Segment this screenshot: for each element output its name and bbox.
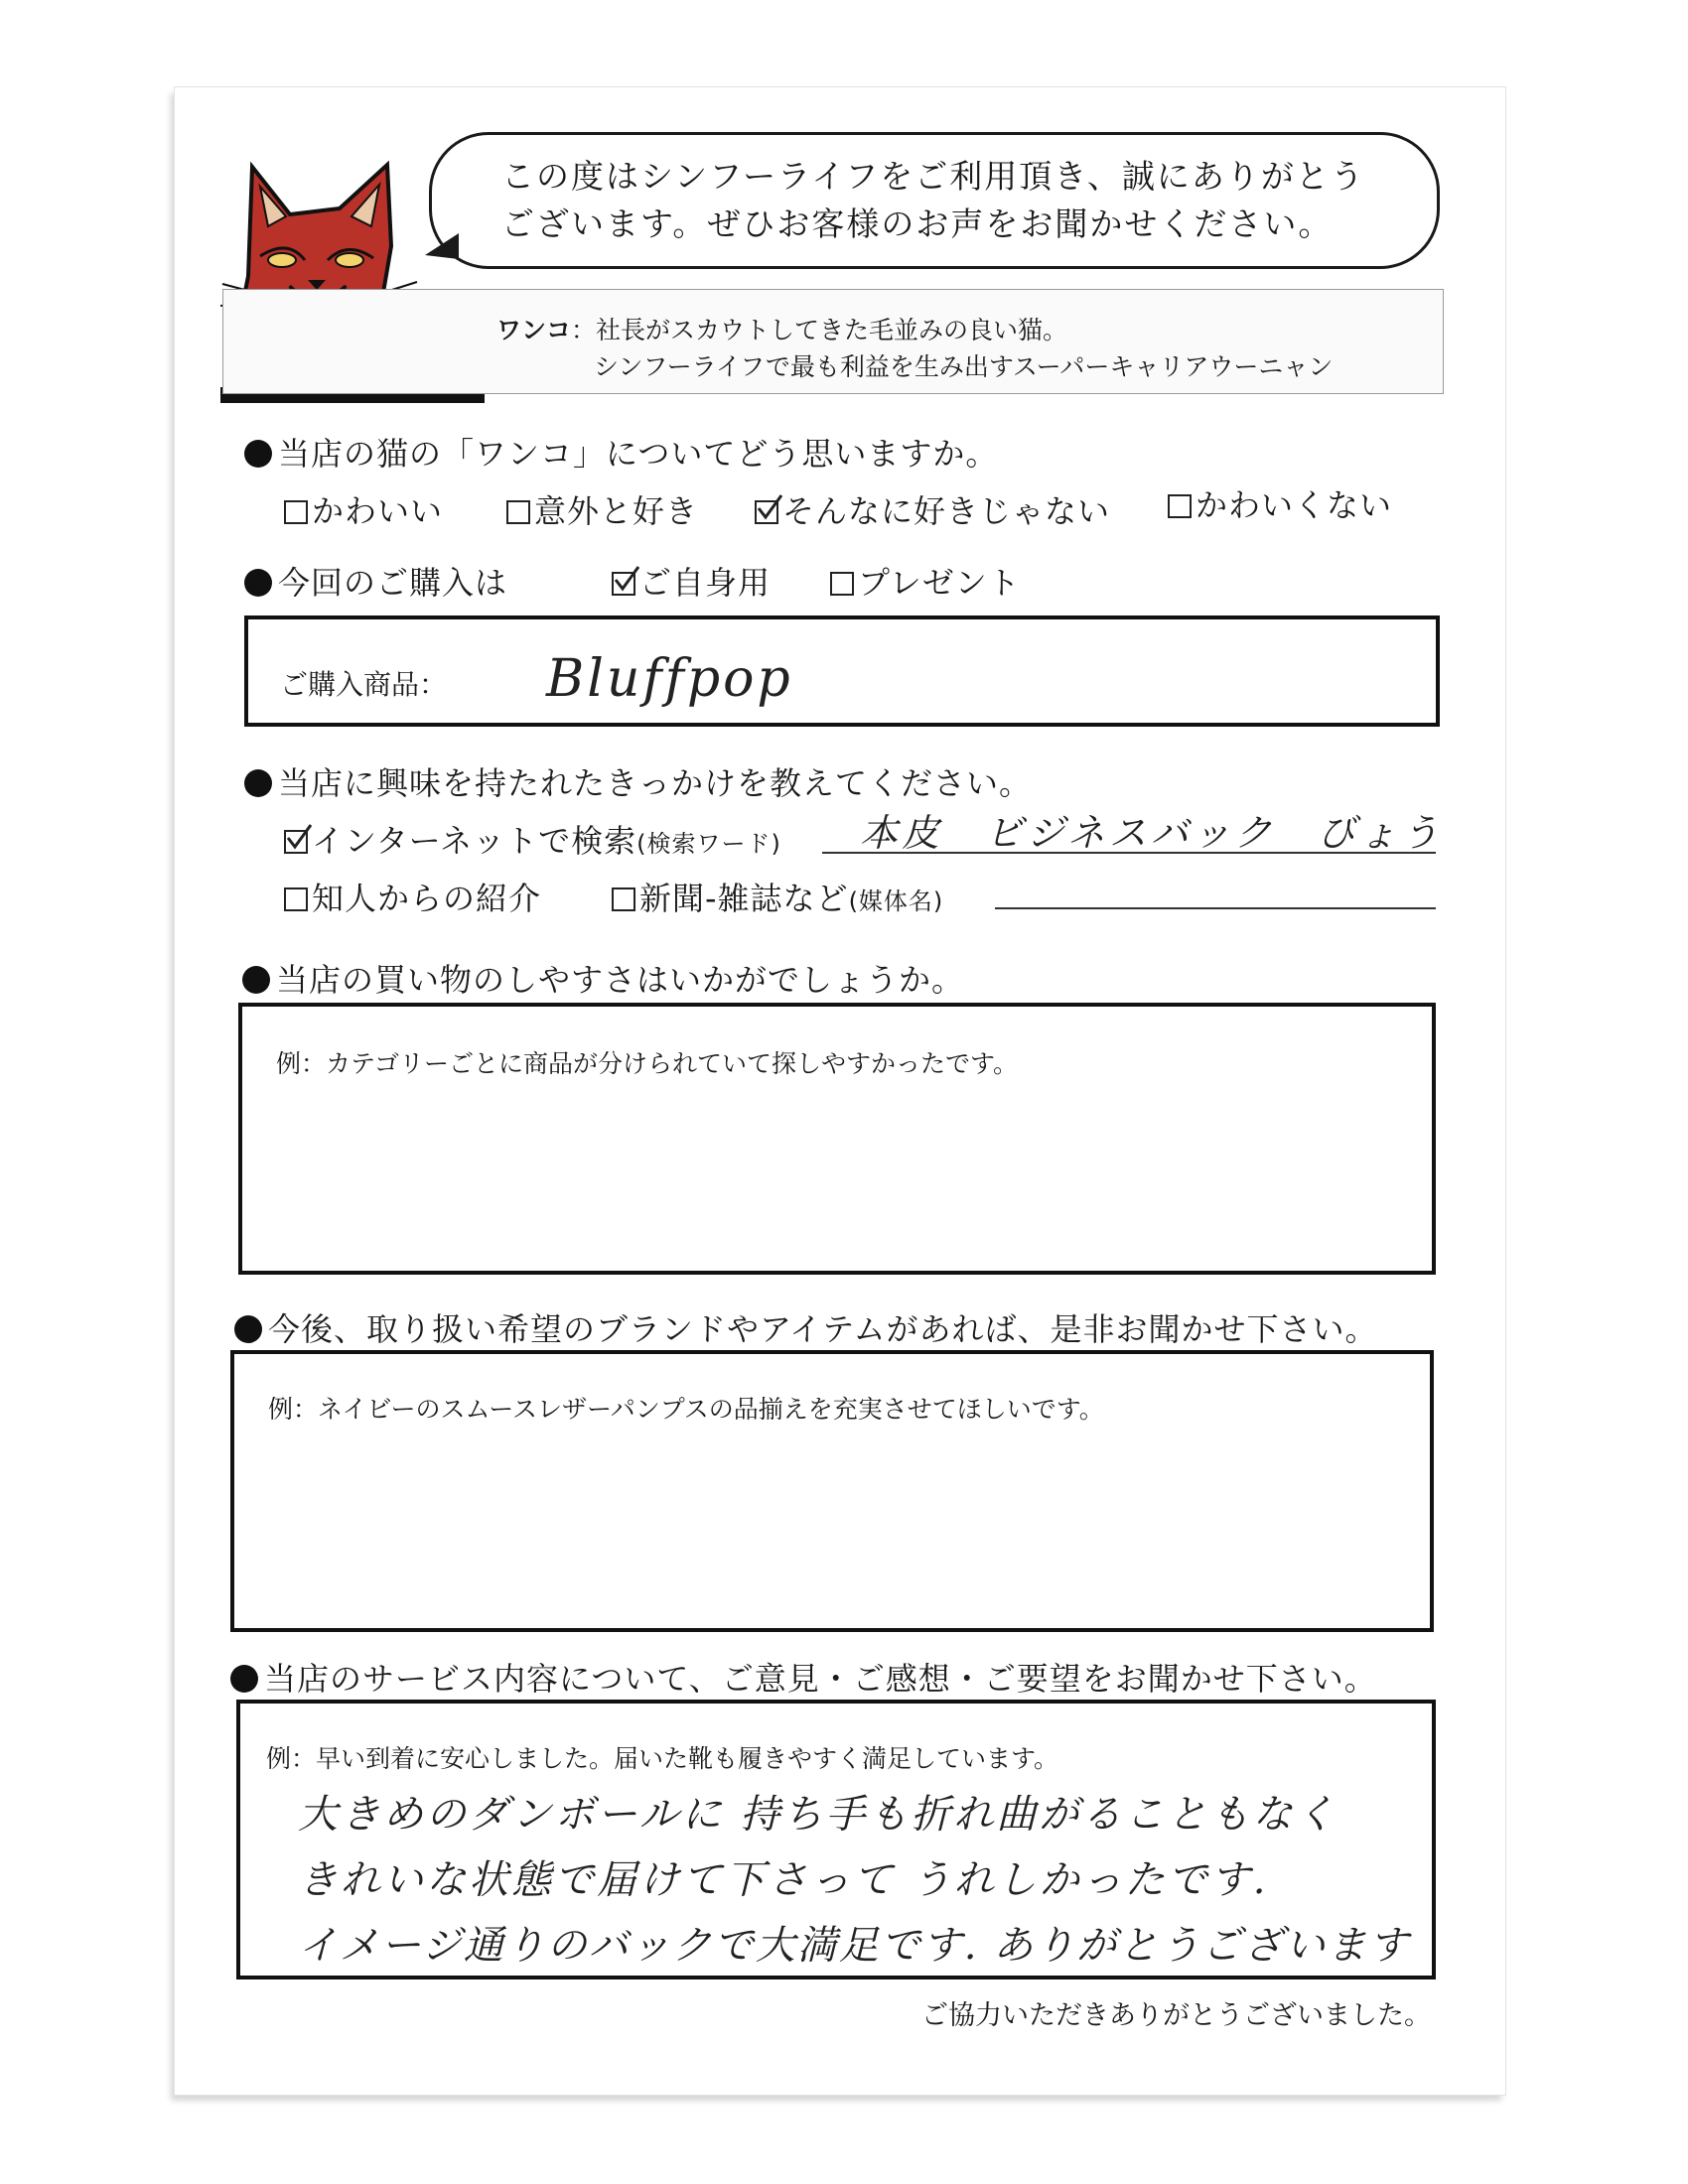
- mascot-intro-text-1: ：社長がスカウトしてきた毛並みの良い猫。: [571, 316, 1068, 344]
- bullet-icon: [230, 1665, 258, 1693]
- checked-checkbox-icon[interactable]: [612, 572, 635, 596]
- speech-bubble-tail: [425, 233, 459, 259]
- service-feedback-answer-line-3[interactable]: イメージ通りのバックで大満足です. ありがとうございます: [298, 1923, 1411, 1969]
- bullet-icon: [244, 769, 272, 797]
- checkbox-icon[interactable]: [612, 887, 635, 911]
- option-label: インターネットで検索: [312, 822, 637, 860]
- question-purchase-purpose-label: 今回のご購入は: [278, 564, 508, 602]
- option-label: かわいくない: [1196, 486, 1393, 524]
- question-interest-source-label: 当店に興味を持たれたきっかけを教えてください。: [278, 764, 1033, 802]
- question-cat-opinion: [244, 429, 998, 475]
- option-label: かわいい: [312, 492, 444, 530]
- checkbox-icon[interactable]: [506, 500, 530, 524]
- question-service-feedback-label: 当店のサービス内容について、ご意見・ご感想・ご要望をお聞かせ下さい。: [264, 1660, 1377, 1698]
- service-feedback-example: 例：早い到着に安心しました。届いた靴も履きやすく満足しています。: [266, 1744, 1059, 1773]
- option-label: 意外と好き: [534, 492, 699, 530]
- greeting-line-1: この度はシンフーライフをご利用頂き、誠にありがとう: [501, 157, 1365, 196]
- checkbox-icon[interactable]: [830, 572, 854, 596]
- bullet-icon: [244, 440, 272, 468]
- option-label: そんなに好きじゃない: [782, 492, 1111, 530]
- footer-thanks: ご協力いただきありがとうございました。: [921, 2000, 1431, 2031]
- ease-of-shopping-example: 例：カテゴリーごとに商品が分けられていて探しやすかったです。: [276, 1049, 1019, 1078]
- option-sonnani-suki-janai[interactable]: [755, 486, 1110, 532]
- checkbox-icon[interactable]: [284, 887, 308, 911]
- greeting-line-2: ございます。ぜひお客様のお声をお聞かせください。: [501, 205, 1334, 243]
- bullet-icon: [234, 1315, 262, 1343]
- option-present[interactable]: [830, 558, 1021, 604]
- option-internet-search[interactable]: [284, 816, 781, 862]
- question-service-feedback: [230, 1654, 1377, 1700]
- option-label: 知人からの紹介: [312, 880, 542, 917]
- media-name-line: [995, 907, 1436, 909]
- search-word-hint: (検索ワード): [636, 830, 781, 858]
- mascot-intro-line-1: [496, 311, 1067, 346]
- mascot-name: ワンコ: [496, 316, 572, 344]
- purchased-item-label: ご購入商品：: [280, 668, 448, 701]
- bullet-icon: [242, 966, 270, 994]
- checkbox-icon[interactable]: [1168, 494, 1192, 518]
- question-desired-brands: [234, 1304, 1378, 1350]
- checkbox-icon[interactable]: [284, 500, 308, 524]
- mascot-intro-line-2: シンフーライフで最も利益を生み出すスーパーキャリアウーニャン: [594, 352, 1334, 381]
- service-feedback-answer-line-2[interactable]: きれいな状態で届けて下さって うれしかったです.: [298, 1857, 1269, 1903]
- service-feedback-answer-line-1[interactable]: 大きめのダンボールに 持ち手も折れ曲がることもなく: [298, 1792, 1338, 1838]
- question-interest-source: [244, 758, 1032, 804]
- search-word-answer[interactable]: 本皮 ビジネスバック びょう: [860, 811, 1443, 855]
- option-label: ご自身用: [639, 564, 772, 602]
- checked-checkbox-icon[interactable]: [755, 500, 778, 524]
- bullet-icon: [244, 569, 272, 597]
- option-referral[interactable]: [284, 874, 541, 919]
- option-igai-to-suki[interactable]: [506, 486, 698, 532]
- media-name-hint: (媒体名): [848, 887, 944, 915]
- checked-checkbox-icon[interactable]: [284, 830, 308, 854]
- option-kawaii[interactable]: [284, 486, 443, 532]
- option-for-self[interactable]: [612, 558, 771, 604]
- question-ease-of-shopping: [242, 955, 964, 1001]
- desired-brands-example: 例：ネイビーのスムースレザーパンプスの品揃えを充実させてほしいです。: [268, 1395, 1104, 1424]
- question-purchase-purpose: [244, 558, 507, 604]
- question-ease-of-shopping-label: 当店の買い物のしやすさはいかがでしょうか。: [276, 961, 965, 999]
- question-cat-opinion-label: 当店の猫の「ワンコ」についてどう思いますか。: [278, 435, 999, 473]
- option-kawaikunai[interactable]: [1168, 480, 1392, 526]
- option-label: プレゼント: [858, 564, 1021, 602]
- purchased-item-value[interactable]: Bluffpop: [546, 649, 793, 709]
- option-label: 新聞-雑誌など: [639, 880, 849, 917]
- option-media[interactable]: [612, 874, 943, 919]
- question-desired-brands-label: 今後、取り扱い希望のブランドやアイテムがあれば、是非お聞かせ下さい。: [268, 1310, 1378, 1348]
